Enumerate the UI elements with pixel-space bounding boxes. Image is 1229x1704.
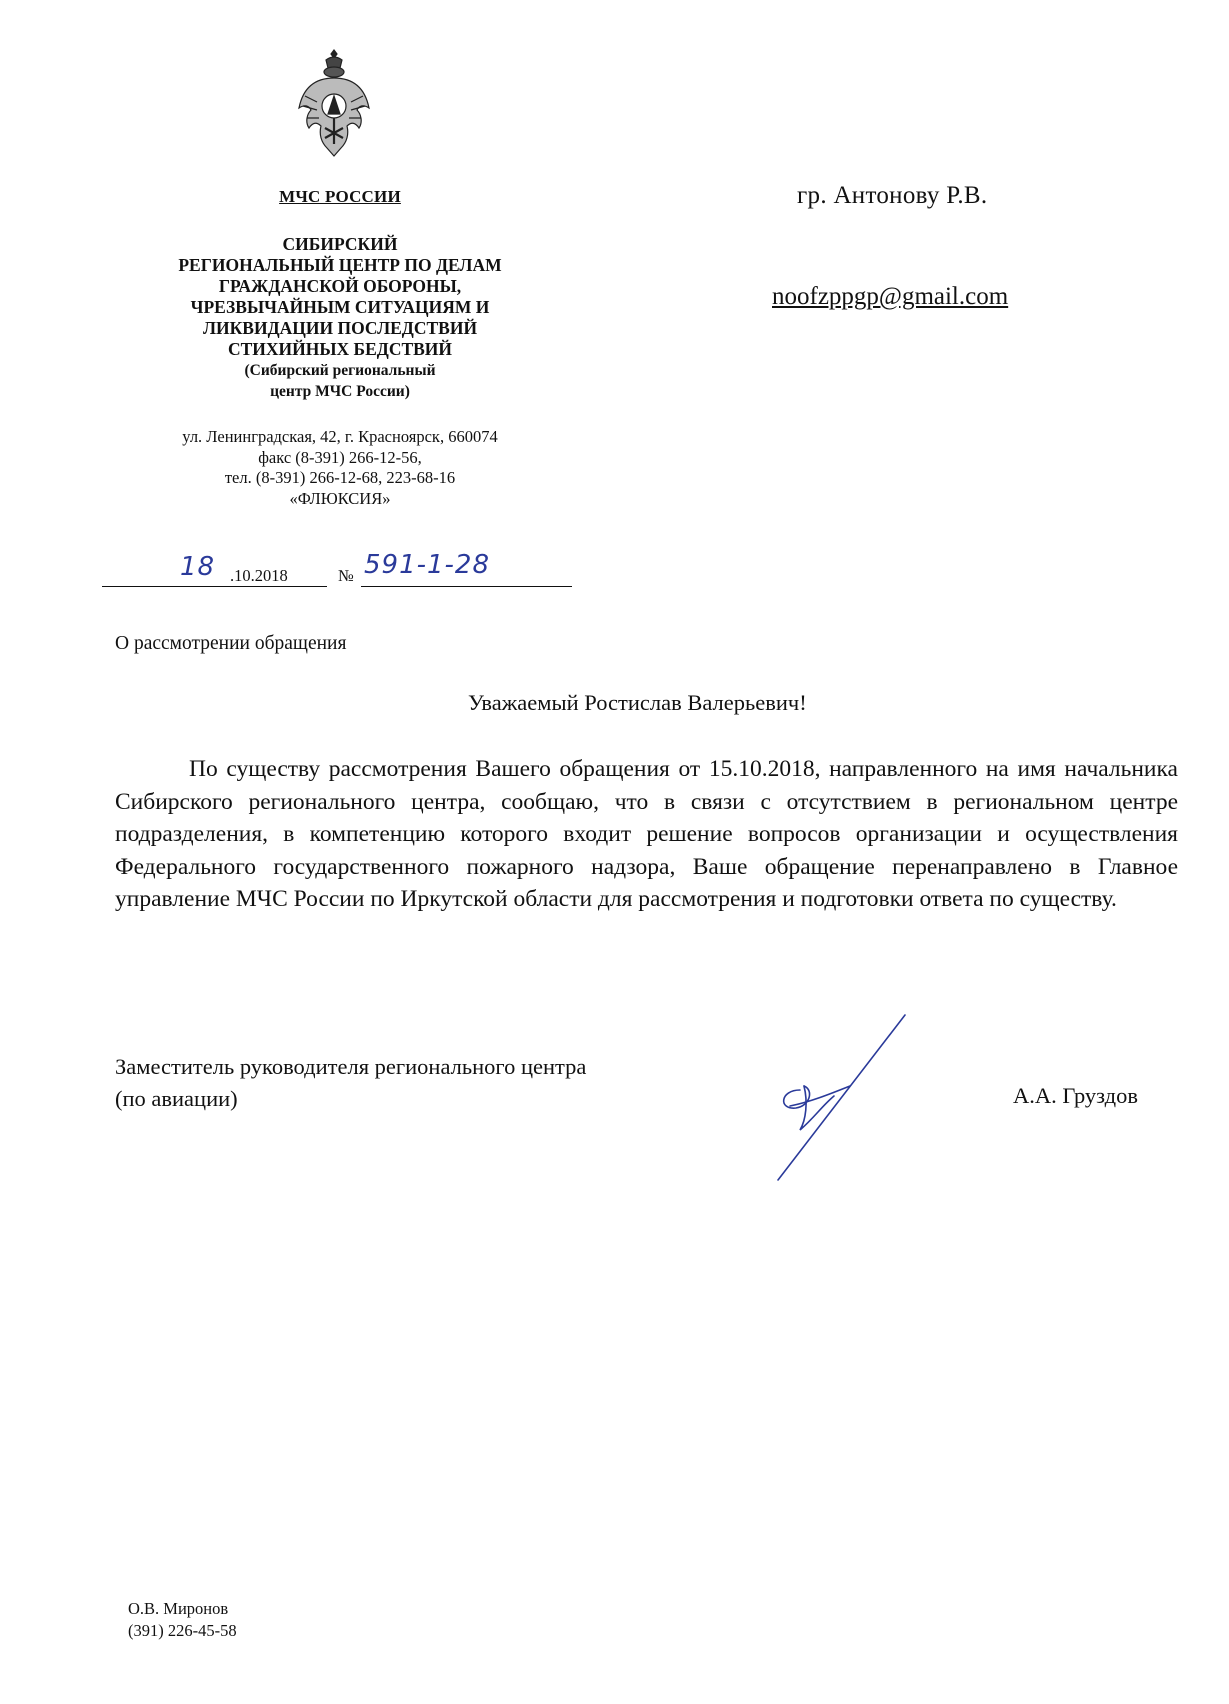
emchs-emblem-icon [295,48,373,160]
greeting: Уважаемый Ростислав Валерьевич! [468,690,807,715]
letterhead [115,186,565,509]
letter-body: По существу рассмотрения Вашего обращения от 15.10.2018, направленного на имя начальника Сибирского регионального центра, сообщаю, что в связи с отсутствием в региональном центре подразделения, в компетенцию которого входит решение вопросов организации и осуществления Федерального государственного пожарного надзора, Ваше обращение перенаправлено в Главное управление МЧС России по Иркутской области для рассмотрения и подготовки ответа по существу. [115,756,1178,912]
date-underline [102,586,327,587]
handwritten-number: 591-1-28 [364,550,491,580]
signer-title: Заместитель руководителя регионального центра (по авиации) [115,1054,587,1111]
recipient-name: гр. Антонову Р.В. [797,182,988,209]
signer-name: А.А. Груздов [1013,1083,1138,1108]
recipient-email: noofzppgp@gmail.com [772,283,1009,310]
registration-line [102,548,572,590]
center-full-name: СИБИРСКИЙ РЕГИОНАЛЬНЫЙ ЦЕНТР ПО ДЕЛАМ ГРАЖДАНСКОЙ ОБОРОНЫ, ЧРЕЗВЫЧАЙНЫМ СИТУАЦИЯМ И ЛИКВИДАЦИИ ПОСЛЕДСТВИЙ СТИХИЙНЫХ БЕДСТВИЙ [178,234,502,359]
letter-subject: О рассмотрении обращения [115,633,347,654]
ministry-title: МЧС РОССИИ [279,187,401,206]
number-sign: № [338,566,354,585]
center-address: ул. Ленинградская, 42, г. Красноярск, 660074 факс (8-391) 266-12-56, тел. (8-391) 266-12-68, 223-68-16 «ФЛЮКСИЯ» [182,427,498,508]
executor-info: О.В. Миронов (391) 226-45-58 [128,1599,237,1640]
handwritten-day: 18 [180,552,216,582]
registration-date: .10.2018 [230,566,288,585]
center-short-name: (Сибирский региональный центр МЧС России) [244,362,436,400]
handwritten-signature-icon [770,1010,920,1185]
number-underline [361,586,572,587]
